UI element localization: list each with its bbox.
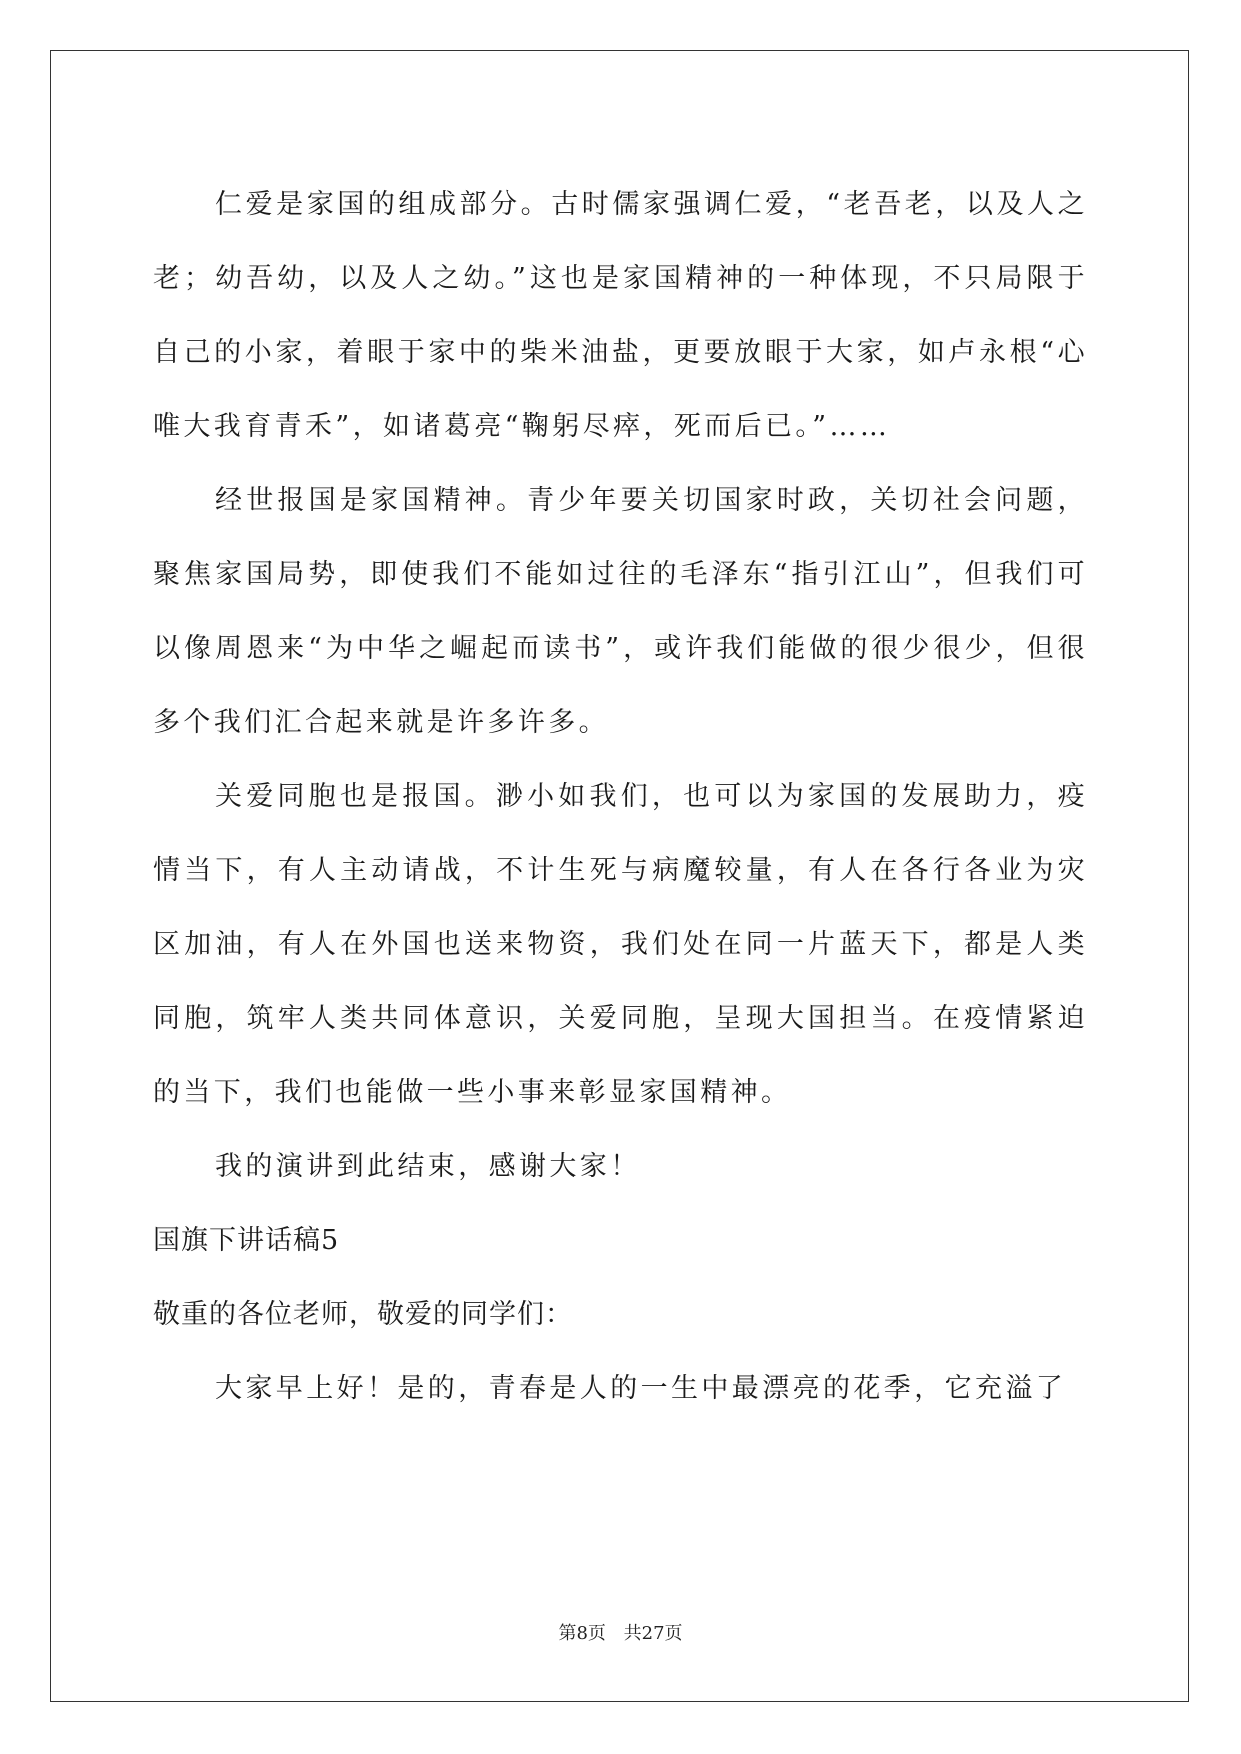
paragraph-care-compatriots: 关爱同胞也是报国。渺小如我们，也可以为家国的发展助力，疫情当下，有人主动请战，不计生死与病魔较量，有人在各行各业为灾区加油，有人在外国也送来物资，我们处在同一片蓝天下，都是人类同胞，筑牢人类共同体意识，关爱同胞，呈现大国担当。在疫情紧迫的当下，我们也能做一些小事来彰显家国精神。 [153,781,1088,1108]
salutation: 敬重的各位老师，敬爱的同学们： [153,1299,573,1330]
section-heading: 国旗下讲话稿5 [153,1225,340,1256]
page-number: 第8页 [558,1623,606,1644]
paragraph-benevolence: 仁爱是家国的组成部分。古时儒家强调仁爱，“老吾老，以及人之老；幼吾幼，以及人之幼。”这也是家国精神的一种体现，不只局限于自己的小家，着眼于家中的柴米油盐，更要放眼于大家，如卢永根“心唯大我育青禾”，如诸葛亮“鞠躬尽瘁，死而后已。”…… [153,189,1088,442]
paragraph-greeting: 大家早上好！是的，青春是人的一生中最漂亮的花季，它充溢了 [215,1373,1067,1404]
page-footer [0,1622,1241,1646]
paragraph-serve-country: 经世报国是家国精神。青少年要关切国家时政，关切社会问题，聚焦家国局势，即使我们不能如过往的毛泽东“指引江山”，但我们可以像周恩来“为中华之崛起而读书”，或许我们能做的很少很少，但很多个我们汇合起来就是许多许多。 [153,485,1088,738]
page-total: 共27页 [623,1623,683,1644]
paragraph-closing: 我的演讲到此结束，感谢大家！ [215,1151,641,1182]
document-body [153,168,1088,1426]
